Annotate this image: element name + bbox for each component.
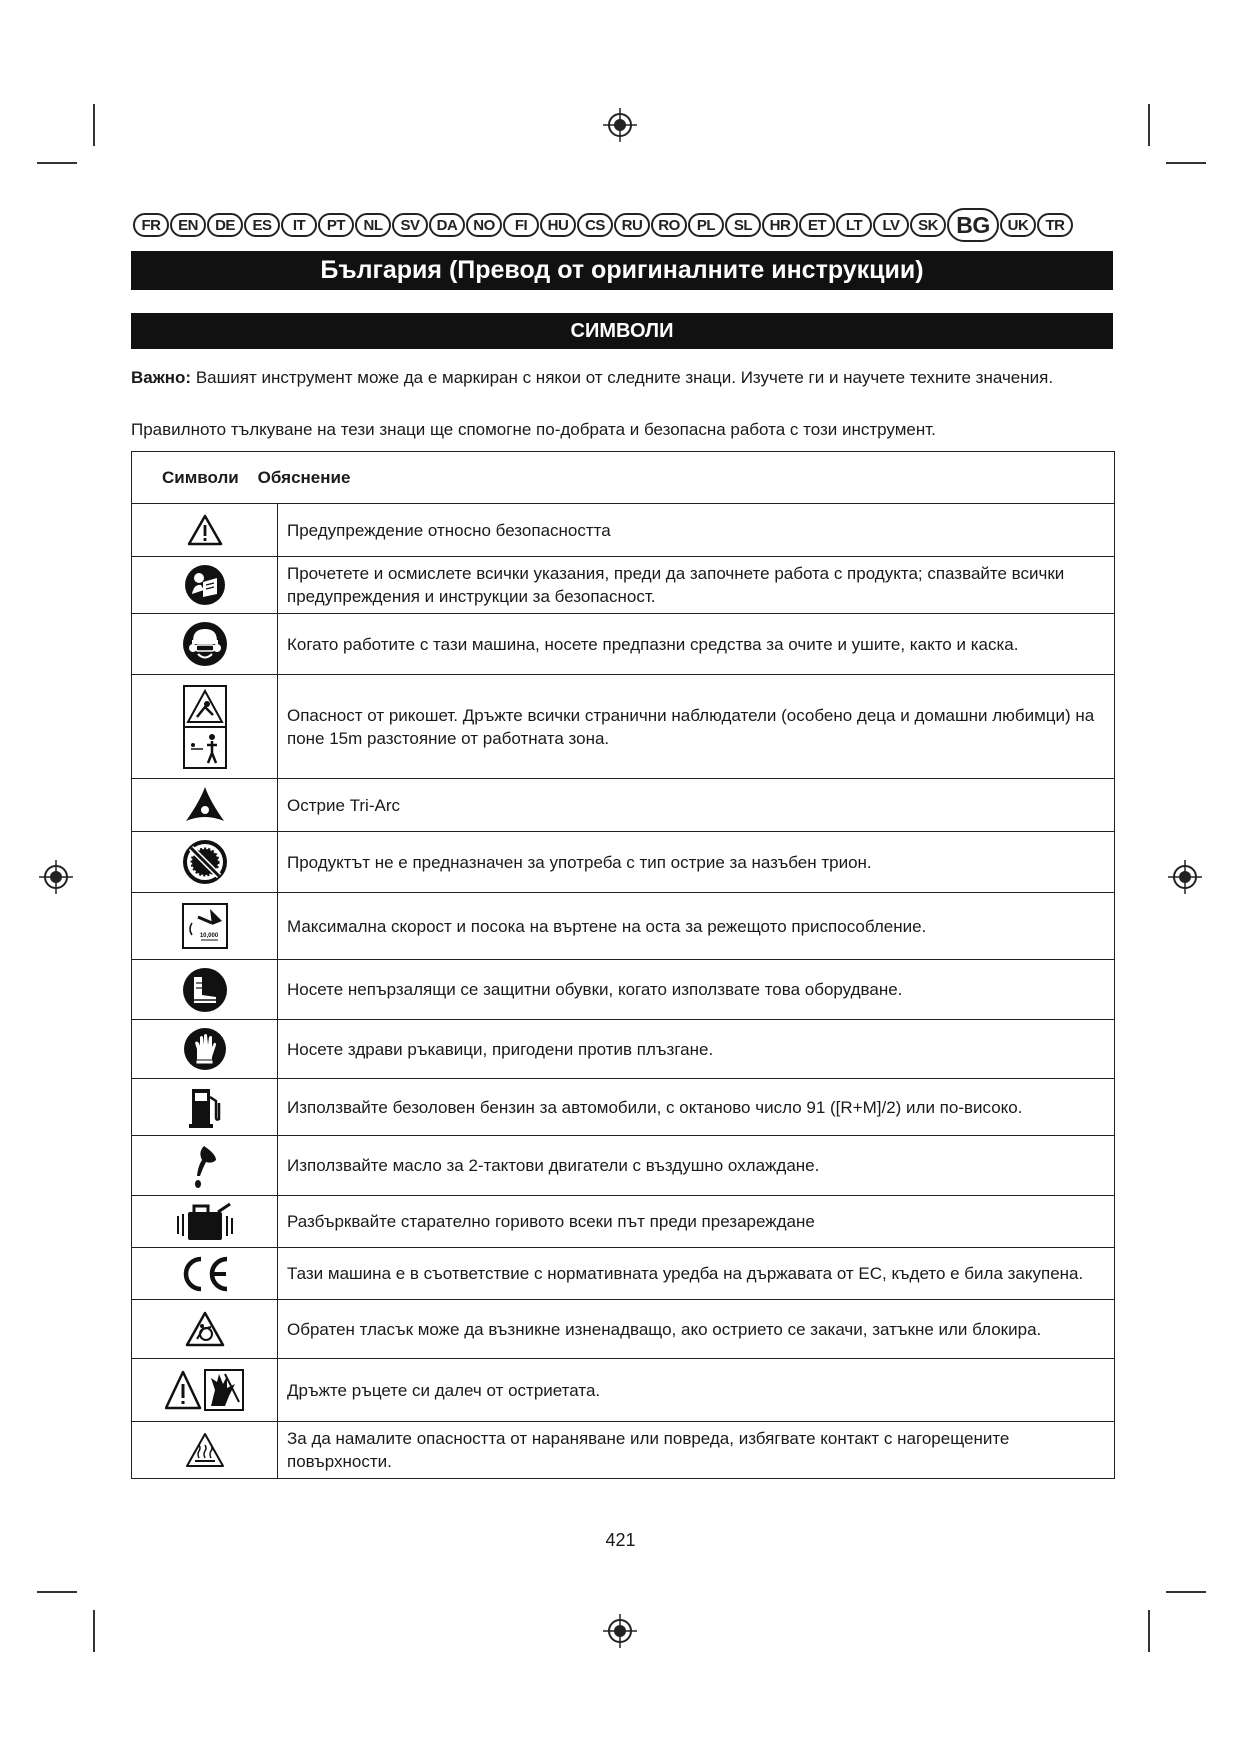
row-text: Обратен тласък може да възникне изненадващо, ако острието се закачи, затъкне или блокира.	[278, 1300, 1115, 1359]
registration-mark-icon	[39, 860, 73, 894]
row-text: Носете здрави ръкавици, пригодени против плъзгане.	[278, 1020, 1115, 1079]
speed-label: 10,000	[199, 933, 218, 939]
table-row	[132, 1248, 1115, 1300]
crop-mark	[37, 1591, 77, 1593]
eye-ear-head-protection-icon	[182, 621, 228, 667]
read-manual-icon	[184, 564, 226, 606]
language-tab[interactable]: PT	[318, 213, 354, 237]
language-tab[interactable]: SV	[392, 213, 428, 237]
language-tab[interactable]: CS	[577, 213, 613, 237]
table-row	[132, 779, 1115, 832]
language-tab[interactable]: NO	[466, 213, 502, 237]
table-row	[132, 832, 1115, 893]
row-text: Използвайте масло за 2-тактови двигатели с въздушно охлаждане.	[278, 1136, 1115, 1196]
crop-mark	[1148, 1610, 1150, 1652]
row-text: За да намалите опасността от нараняване или повреда, избягвате контакт с нагорещените повърхности.	[278, 1422, 1115, 1479]
table-row	[132, 1136, 1115, 1196]
registration-mark-icon	[603, 108, 637, 142]
language-tab-active[interactable]: BG	[947, 208, 999, 242]
table-row	[132, 614, 1115, 675]
oil-can-icon	[190, 1142, 220, 1190]
language-tab[interactable]: FI	[503, 213, 539, 237]
row-text: Разбърквайте старателно горивото всеки път преди презареждане	[278, 1196, 1115, 1248]
section-title: СИМВОЛИ	[131, 313, 1113, 349]
language-tab[interactable]: DA	[429, 213, 465, 237]
language-tab[interactable]: UK	[1000, 213, 1036, 237]
table-row	[132, 893, 1115, 960]
warning-triangle-icon	[187, 514, 223, 546]
language-tab[interactable]: RU	[614, 213, 650, 237]
language-selector	[133, 210, 1113, 240]
language-tab[interactable]: SL	[725, 213, 761, 237]
language-tab[interactable]: IT	[281, 213, 317, 237]
important-label: Важно:	[131, 368, 192, 387]
table-row	[132, 960, 1115, 1020]
language-tab[interactable]: RO	[651, 213, 687, 237]
table-row	[132, 675, 1115, 779]
tri-arc-blade-icon	[184, 785, 226, 825]
gloves-icon	[183, 1027, 227, 1071]
table-header-row	[132, 452, 1115, 504]
language-tab[interactable]: NL	[355, 213, 391, 237]
row-text: Опасност от рикошет. Дръжте всички странични наблюдатели (особено деца и домашни любимци) на поне 15m разстояние от работната зона.	[278, 675, 1115, 779]
row-text: Носете непързалящи се защитни обувки, когато използвате това оборудване.	[278, 960, 1115, 1020]
max-speed-rotation-icon	[182, 903, 228, 949]
language-tab[interactable]: TR	[1037, 213, 1073, 237]
row-text: Използвайте безоловен бензин за автомобили, с октаново число 91 ([R+M]/2) или по-високо.	[278, 1079, 1115, 1136]
row-text: Предупреждение относно безопасността	[278, 504, 1115, 557]
row-text: Тази машина е в съответствие с нормативната уредба на държавата от ЕС, където е била закупена.	[278, 1248, 1115, 1300]
language-tab[interactable]: DE	[207, 213, 243, 237]
language-tab[interactable]: LT	[836, 213, 872, 237]
crop-mark	[93, 104, 95, 146]
page-number: 421	[605, 1530, 636, 1550]
kickback-warning-icon	[185, 1311, 225, 1347]
language-tab[interactable]: EN	[170, 213, 206, 237]
language-tab[interactable]: HU	[540, 213, 576, 237]
registration-mark-icon	[603, 1614, 637, 1648]
table-row	[132, 1422, 1115, 1479]
row-text: Острие Tri-Arc	[278, 779, 1115, 832]
fuel-pump-icon	[188, 1085, 222, 1129]
crop-mark	[37, 162, 77, 164]
table-row	[132, 1359, 1115, 1422]
table-row	[132, 1196, 1115, 1248]
intro-important	[131, 366, 1113, 389]
important-text: Вашият инструмент може да е маркиран с някои от следните знаци. Изучете ги и научете техните значения.	[191, 368, 1054, 387]
crop-mark	[1166, 1591, 1206, 1593]
language-tab[interactable]: HR	[762, 213, 798, 237]
crop-mark	[1166, 162, 1206, 164]
safety-boots-icon	[182, 967, 228, 1013]
language-tab[interactable]: PL	[688, 213, 724, 237]
hands-away-blade-icon	[165, 1368, 245, 1412]
language-tab[interactable]: FR	[133, 213, 169, 237]
row-text: Продуктът не е предназначен за употреба с тип острие за назъбен трион.	[278, 832, 1115, 893]
language-tab[interactable]: LV	[873, 213, 909, 237]
table-row	[132, 504, 1115, 557]
fuel-can-shake-icon	[174, 1202, 236, 1242]
header-symbols: Символи	[162, 468, 239, 487]
table-header	[132, 452, 1115, 504]
ricochet-distance-icon	[183, 685, 227, 769]
hot-surface-icon	[185, 1432, 225, 1468]
language-tab[interactable]: SK	[910, 213, 946, 237]
ce-mark-icon	[177, 1254, 233, 1294]
crop-mark	[93, 1610, 95, 1652]
table-row	[132, 1079, 1115, 1136]
language-tab[interactable]: ES	[244, 213, 280, 237]
row-text: Прочетете и осмислете всички указания, преди да започнете работа с продукта; спазвайте всички предупреждения и инструкции за безопасност.	[278, 557, 1115, 614]
table-row	[132, 557, 1115, 614]
crop-mark	[1148, 104, 1150, 146]
row-text: Дръжте ръцете си далеч от остриетата.	[278, 1359, 1115, 1422]
symbols-table	[131, 451, 1115, 1479]
table-row	[132, 1300, 1115, 1359]
no-saw-blade-icon	[183, 840, 227, 884]
language-tab[interactable]: ET	[799, 213, 835, 237]
registration-mark-icon	[1168, 860, 1202, 894]
row-text: Когато работите с тази машина, носете предпазни средства за очите и ушите, както и каска.	[278, 614, 1115, 675]
intro-line2: Правилното тълкуване на тези знаци ще спомогне по-добрата и безопасна работа с този инструмент.	[131, 420, 936, 439]
row-text: Максимална скорост и посока на въртене на оста за режещото приспособление.	[278, 893, 1115, 960]
page-title: България (Превод от оригиналните инструкции)	[131, 251, 1113, 290]
table-row	[132, 1020, 1115, 1079]
header-explanation: Обяснение	[257, 468, 351, 487]
